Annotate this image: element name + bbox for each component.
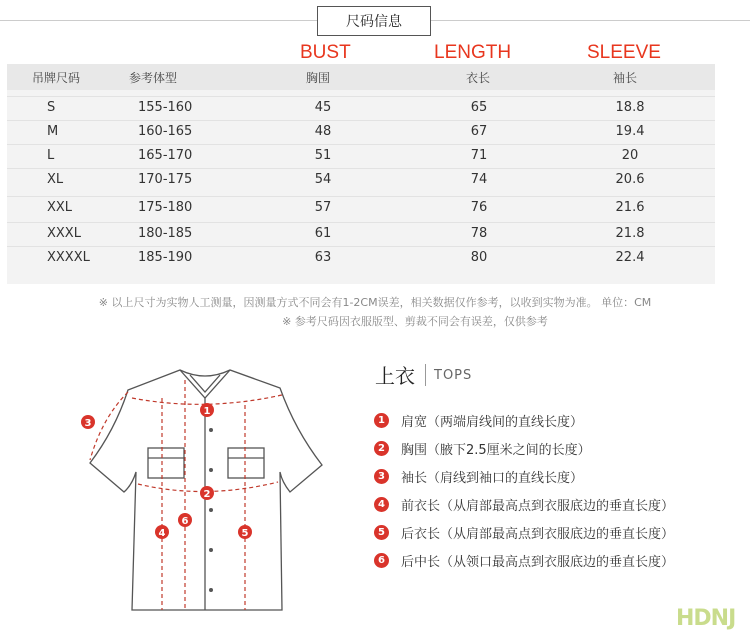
cell-l-sleeve: 20 — [621, 148, 639, 163]
legend-item — [374, 495, 674, 514]
row-divider — [7, 196, 715, 197]
cell-l-length: 71 — [470, 148, 488, 163]
cell-l-size: L — [47, 148, 55, 163]
legend-item — [374, 439, 591, 458]
brand-watermark: HDNJ — [676, 606, 736, 631]
cell-l-bust: 51 — [314, 148, 332, 163]
row-divider — [7, 96, 715, 97]
row-divider — [7, 246, 715, 247]
header-body-type: 参考体型 — [129, 71, 178, 85]
legend-text: 肩宽（两端肩线间的直线长度） — [401, 415, 584, 430]
legend-item — [374, 523, 674, 542]
pocket-left — [148, 448, 184, 478]
legend-number-badge: 6 — [374, 553, 389, 568]
sleeve-label: SLEEVE — [587, 42, 661, 63]
cell-m-length: 67 — [470, 124, 488, 139]
cell-m-size: M — [47, 124, 59, 139]
cell-xxxl-length: 78 — [470, 226, 488, 241]
diagram-marker-5: 5 — [241, 528, 249, 539]
legend-item — [374, 411, 583, 430]
title-line-right — [430, 20, 750, 21]
cell-xl-bust: 54 — [314, 172, 332, 187]
cell-m-bust: 48 — [314, 124, 332, 139]
measure-line-sleeve — [90, 392, 128, 460]
size-table — [7, 64, 715, 284]
pocket-right — [228, 448, 264, 478]
header-sleeve: 袖长 — [612, 71, 638, 85]
row-divider — [7, 144, 715, 145]
legend-number-badge: 2 — [374, 441, 389, 456]
note-line-1: ※ 以上尺寸为实物人工测量，因测量方式不同会有1-2CM误差，相关数据仅作参考，以收到实物为准。 单位：CM — [98, 296, 652, 309]
legend-item — [374, 467, 583, 486]
cell-xl-sleeve: 20.6 — [615, 172, 645, 187]
header-bust: 胸围 — [305, 71, 331, 85]
tops-subtitle: TOPS — [434, 368, 473, 383]
legend-text: 胸围（腋下2.5厘米之间的长度） — [401, 443, 591, 458]
cell-m-body-type: 160-165 — [138, 124, 193, 139]
cell-xxxxl-bust: 63 — [314, 250, 332, 265]
section-title-text: 尺码信息 — [346, 14, 402, 30]
length-label: LENGTH — [434, 42, 512, 63]
cell-s-bust: 45 — [314, 100, 332, 115]
diagram-marker-1: 1 — [203, 406, 211, 417]
diagram-marker-4: 4 — [158, 528, 166, 539]
cell-xxxxl-length: 80 — [470, 250, 488, 265]
cell-xxl-sleeve: 21.6 — [615, 200, 645, 215]
cell-s-size: S — [47, 100, 56, 115]
header-tag-size: 吊牌尺码 — [32, 71, 81, 85]
row-divider — [7, 222, 715, 223]
cell-xxl-bust: 57 — [314, 200, 332, 215]
legend-item — [374, 551, 674, 570]
table-header-row — [7, 64, 715, 90]
cell-xxxxl-size: XXXXL — [47, 250, 90, 265]
diagram-marker-2: 2 — [203, 489, 211, 500]
cell-xxxl-sleeve: 21.8 — [615, 226, 645, 241]
bust-label: BUST — [300, 42, 351, 63]
legend-number-badge: 1 — [374, 413, 389, 428]
note-line-2: ※ 参考尺码因衣服版型、剪裁不同会有误差，仅供参考 — [282, 315, 548, 328]
tops-divider — [425, 364, 426, 386]
cell-xxxxl-sleeve: 22.4 — [615, 250, 645, 265]
cell-xxxl-size: XXXL — [47, 226, 81, 241]
shirt-measurement-diagram — [60, 360, 360, 620]
cell-s-body-type: 155-160 — [138, 100, 193, 115]
cell-xl-body-type: 170-175 — [138, 172, 193, 187]
cell-xxxxl-body-type: 185-190 — [138, 250, 193, 265]
cell-s-length: 65 — [470, 100, 488, 115]
cell-xxl-body-type: 175-180 — [138, 200, 193, 215]
shirt-collar — [180, 370, 230, 398]
diagram-marker-3: 3 — [84, 418, 92, 429]
cell-xxl-length: 76 — [470, 200, 488, 215]
legend-number-badge: 3 — [374, 469, 389, 484]
legend-number-badge: 5 — [374, 525, 389, 540]
cell-l-body-type: 165-170 — [138, 148, 193, 163]
legend-number-badge: 4 — [374, 497, 389, 512]
diagram-marker-6: 6 — [181, 516, 189, 527]
legend-text: 后衣长（从肩部最高点到衣服底边的垂直长度） — [401, 527, 675, 542]
tops-title: 上衣 — [375, 364, 415, 388]
cell-xxxl-body-type: 180-185 — [138, 226, 193, 241]
cell-s-sleeve: 18.8 — [615, 100, 645, 115]
row-divider — [7, 120, 715, 121]
header-length: 衣长 — [465, 71, 491, 85]
cell-xl-length: 74 — [470, 172, 488, 187]
cell-m-sleeve: 19.4 — [615, 124, 645, 139]
cell-xxl-size: XXL — [47, 200, 73, 215]
legend-text: 后中长（从领口最高点到衣服底边的垂直长度） — [401, 555, 675, 570]
title-line-left — [0, 20, 317, 21]
row-divider — [7, 168, 715, 169]
legend-text: 前衣长（从肩部最高点到衣服底边的垂直长度） — [401, 499, 675, 514]
legend-text: 袖长（肩线到袖口的直线长度） — [401, 471, 584, 486]
cell-xxxl-bust: 61 — [314, 226, 332, 241]
cell-xl-size: XL — [47, 172, 64, 187]
section-title — [317, 6, 431, 36]
